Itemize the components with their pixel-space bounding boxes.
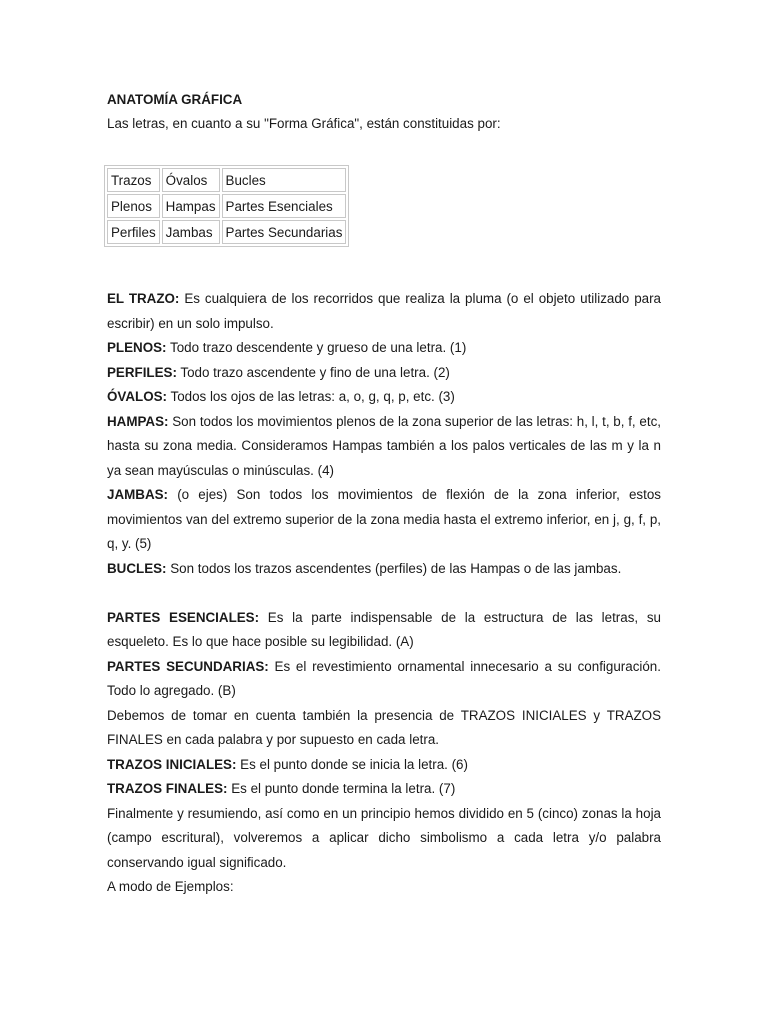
paragraph-el-trazo — [107, 287, 661, 336]
paragraph-summary — [107, 802, 661, 876]
paragraph-term: PARTES ESENCIALES: — [107, 609, 260, 625]
paragraph-text: Es el punto donde termina la letra. (7) — [227, 781, 456, 796]
table-cell: Partes Secundarias — [222, 220, 347, 244]
paragraph-text: Todos los ojos de las letras: a, o, g, q, p, etc. (3) — [167, 389, 455, 404]
table-cell: Hampas — [162, 194, 220, 218]
paragraph-trazos-finales — [107, 777, 661, 802]
table-cell: Bucles — [222, 168, 347, 192]
paragraph-term: PERFILES: — [107, 364, 177, 380]
document-body — [107, 287, 661, 900]
paragraph-trazos-iniciales — [107, 753, 661, 778]
table-row — [107, 168, 346, 192]
paragraph-term: PARTES SECUNDARIAS: — [107, 658, 269, 674]
paragraph-text: Es el punto donde se inicia la letra. (6) — [236, 756, 468, 772]
table-cell: Óvalos — [162, 168, 220, 192]
paragraph-jambas — [107, 483, 661, 557]
paragraph-text: Son todos los trazos ascendentes (perfiles) de las Hampas o de las jambas. — [166, 560, 622, 576]
table-row — [107, 194, 346, 218]
table-row — [107, 220, 346, 244]
paragraph-text: A modo de Ejemplos: — [107, 879, 234, 894]
paragraph-text: Es la parte indispensable de la estructura de las letras, su esqueleto. Es lo que hace posible su legibilidad. (A) — [107, 609, 661, 649]
paragraph-text: Todo trazo descendente y grueso de una letra. (1) — [166, 340, 467, 355]
paragraph-text: Finalmente y resumiendo, así como en un principio hemos dividido en 5 (cinco) zonas la hoja (campo escritural), volveremos a aplicar dicho simbolismo a cada letra y/o palabra conservando igual significado. — [107, 805, 661, 870]
paragraph-plenos — [107, 336, 661, 361]
table-cell: Jambas — [162, 220, 220, 244]
paragraph-term: PLENOS: — [107, 340, 167, 355]
table-cell: Partes Esenciales — [222, 194, 347, 218]
paragraph-term: TRAZOS INICIALES: — [107, 756, 237, 772]
paragraph-text: Debemos de tomar en cuenta también la presencia de TRAZOS INICIALES y TRAZOS FINALES en cada palabra y por supuesto en cada letra. — [107, 707, 661, 747]
table-cell: Trazos — [107, 168, 160, 192]
paragraph-hampas — [107, 410, 661, 484]
paragraph-ovalos — [107, 385, 661, 410]
paragraph-term: ÓVALOS: — [107, 389, 168, 404]
paragraph-partes-secundarias — [107, 655, 661, 704]
table-cell: Plenos — [107, 194, 160, 218]
table-cell: Perfiles — [107, 220, 160, 244]
paragraph-text: Son todos los movimientos plenos de la zona superior de las letras: h, l, t, b, f, etc, hasta su zona media. Consideramos Hampas también a los palos verticales de las m y la n ya sean mayúsculas o minúsculas. (4) — [107, 413, 661, 478]
paragraph-trazos-note — [107, 704, 661, 753]
paragraph-text: Todo trazo ascendente y fino de una letra. (2) — [176, 364, 450, 380]
paragraph-bucles — [107, 557, 661, 582]
paragraph-perfiles — [107, 361, 661, 386]
paragraph-term: HAMPAS: — [107, 413, 169, 429]
paragraph-text: (o ejes) Son todos los movimientos de flexión de la zona inferior, estos movimientos van del extremo superior de la zona media hasta el extremo inferior, en j, g, f, p, q, y. (5) — [107, 487, 661, 551]
paragraph-term: TRAZOS FINALES: — [107, 781, 228, 796]
paragraph-term: JAMBAS: — [107, 487, 169, 502]
paragraph-examples — [107, 875, 661, 900]
document-title: ANATOMÍA GRÁFICA — [107, 92, 243, 107]
paragraph-term: BUCLES: — [107, 560, 167, 576]
paragraph-partes-esenciales — [107, 606, 661, 655]
paragraph-text: Es cualquiera de los recorridos que realiza la pluma (o el objeto utilizado para escribir) en un solo impulso. — [107, 291, 661, 331]
graphic-forms-table — [104, 165, 349, 247]
intro-text: Las letras, en cuanto a su "Forma Gráfica", están constituidas por: — [107, 116, 501, 131]
paragraph-term: EL TRAZO: — [107, 291, 180, 306]
paragraph-text: Es el revestimiento ornamental innecesario a su configuración. Todo lo agregado. (B) — [107, 658, 661, 698]
